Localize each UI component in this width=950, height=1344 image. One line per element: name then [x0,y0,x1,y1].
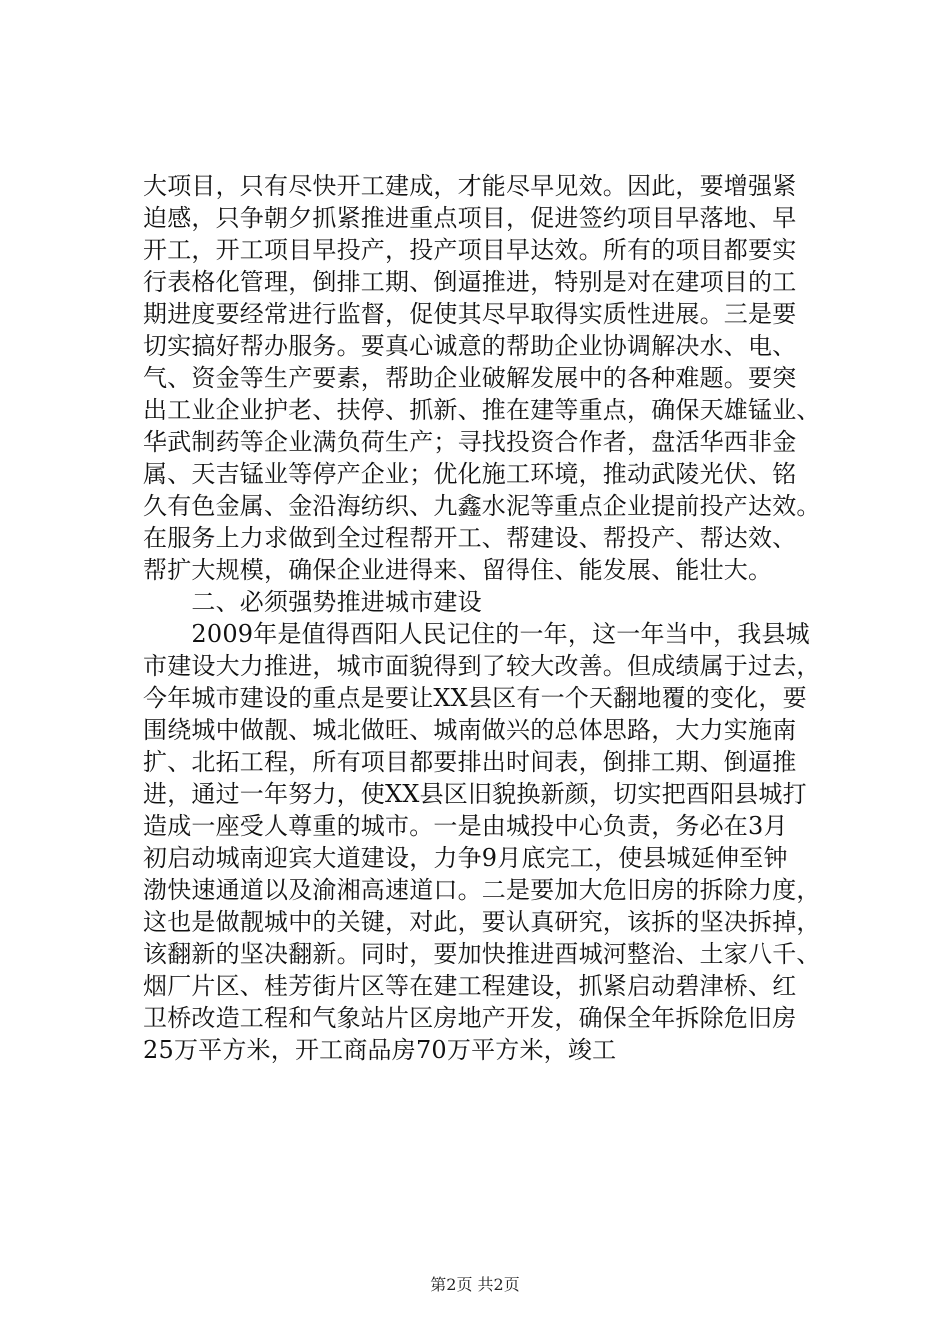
text-line: 烟厂片区、桂芳街片区等在建工程建设，抓紧启动碧津桥、红 [143,972,797,1000]
text-line: 今年城市建设的重点是要让XX县区有一个天翻地覆的变化，要 [143,684,807,712]
text-line: 华武制药等企业满负荷生产；寻找投资合作者，盘活华西非金 [143,428,797,456]
text-line: 行表格化管理，倒排工期、倒逼推进，特别是对在建项目的工 [143,268,797,296]
section-heading: 二、必须强势推进城市建设 [143,588,482,616]
text-line: 开工，开工项目早投产，投产项目早达效。所有的项目都要实 [143,236,797,264]
text-line: 切实搞好帮办服务。要真心诚意的帮助企业协调解决水、电、 [143,332,797,360]
text-line: 属、天吉锰业等停产企业；优化施工环境，推动武陵光伏、铭 [143,460,797,488]
page-number-footer: 第2页 共2页 [430,1275,520,1294]
text-line: 扩、北拓工程，所有项目都要排出时间表，倒排工期、倒逼推 [143,748,797,776]
text-line: 进，通过一年努力，使XX县区旧貌换新颜，切实把酉阳县城打 [143,780,807,808]
text-line: 这也是做靓城中的关键，对此，要认真研究，该拆的坚决拆掉， [143,908,821,936]
text-line: 市建设大力推进，城市面貌得到了较大改善。但成绩属于过去， [143,652,821,680]
text-line: 出工业企业护老、扶停、抓新、推在建等重点，确保天雄锰业、 [143,396,821,424]
text-line: 在服务上力求做到全过程帮开工、帮建设、帮投产、帮达效、 [143,524,797,552]
text-line: 该翻新的坚决翻新。同时，要加快推进酉城河整治、土家八千、 [143,940,821,968]
text-line: 迫感，只争朝夕抓紧推进重点项目，促进签约项目早落地、早 [143,204,797,232]
text-line: 久有色金属、金沿海纺织、九鑫水泥等重点企业提前投产达效。 [143,492,821,520]
text-line: 卫桥改造工程和气象站片区房地产开发，确保全年拆除危旧房 [143,1004,797,1032]
text-line: 气、资金等生产要素，帮助企业破解发展中的各种难题。要突 [143,364,797,392]
text-line: 初启动城南迎宾大道建设，力争9月底完工，使县城延伸至钟 [143,844,788,872]
text-line: 造成一座受人尊重的城市。一是由城投中心负责，务必在3月 [143,812,788,840]
text-line: 25万平方米，开工商品房70万平方米，竣工 [143,1036,617,1064]
body-text [143,170,843,1066]
text-line: 渤快速通道以及渝湘高速道口。二是要加大危旧房的拆除力度， [143,876,821,904]
text-line: 2009年是值得酉阳人民记住的一年，这一年当中，我县城 [143,620,810,648]
text-line: 大项目，只有尽快开工建成，才能尽早见效。因此，要增强紧 [143,172,797,200]
text-line: 帮扩大规模，确保企业进得来、留得住、能发展、能壮大。 [143,556,773,584]
text-line: 围绕城中做靓、城北做旺、城南做兴的总体思路，大力实施南 [143,716,797,744]
text-line: 期进度要经常进行监督，促使其尽早取得实质性进展。三是要 [143,300,797,328]
